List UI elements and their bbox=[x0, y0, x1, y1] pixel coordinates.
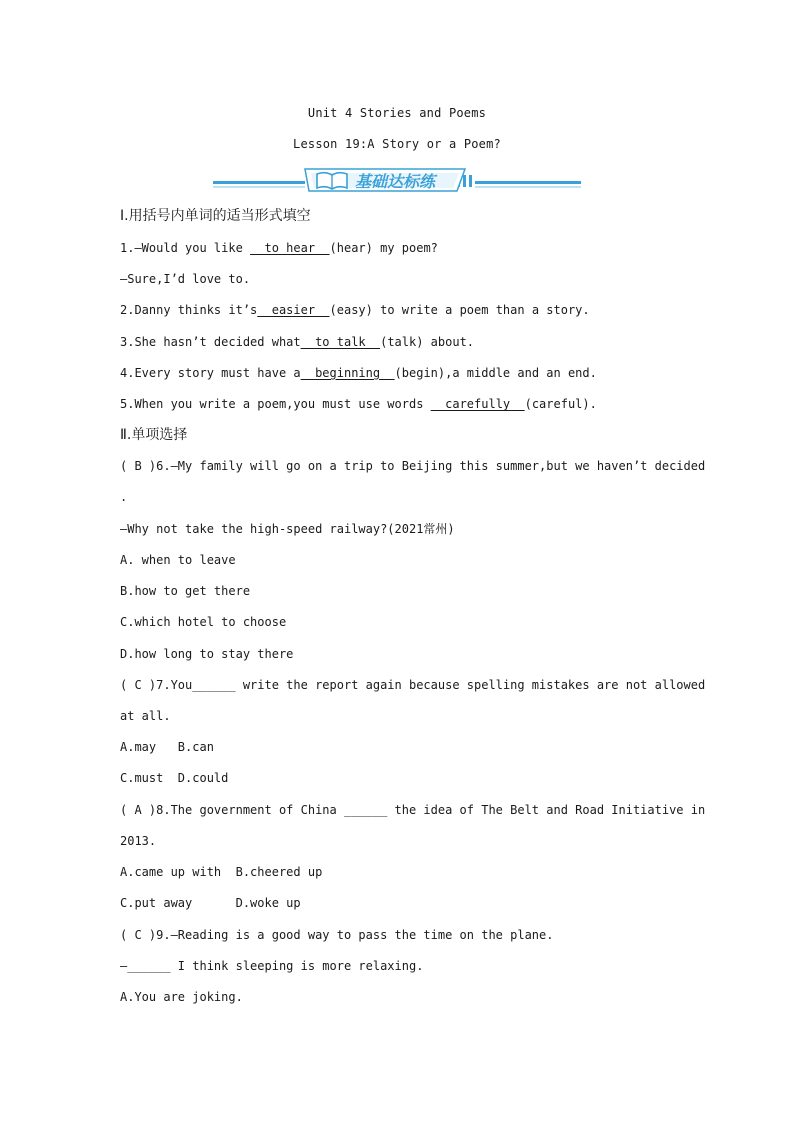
banner-left-stripes bbox=[213, 181, 305, 188]
choice-line: A.came up with B.cheered up bbox=[120, 865, 323, 879]
choice-line: ( C )9.—Reading is a good way to pass the time on the plane. bbox=[120, 928, 554, 942]
choice-line: ( A )8.The government of China ______ the idea of The Belt and Road Initiative in bbox=[120, 803, 706, 817]
answer-blank: to hear bbox=[250, 241, 330, 255]
choice-line: A.You are joking. bbox=[120, 990, 243, 1004]
choice-line: A. when to leave bbox=[120, 553, 236, 567]
section1-title: Ⅰ.用括号内单词的适当形式填空 bbox=[120, 208, 311, 224]
fill-item-4: 4.Every story must have a beginning (begin),a middle and an end. bbox=[120, 366, 597, 380]
choice-line: —______ I think sleeping is more relaxing. bbox=[120, 959, 424, 973]
banner-label: 基础达标练 bbox=[355, 172, 436, 191]
fill-item-5: 5.When you write a poem,you must use words carefully (careful). bbox=[120, 397, 597, 411]
choice-line: A.may B.can bbox=[120, 740, 214, 754]
choice-line: at all. bbox=[120, 709, 171, 723]
answer-blank: beginning bbox=[300, 366, 395, 380]
fill-item-1-reply: —Sure,I’d love to. bbox=[120, 272, 251, 286]
unit-title: Unit 4 Stories and Poems bbox=[307, 106, 487, 120]
answer-blank: carefully bbox=[430, 397, 525, 411]
choice-line: C.put away D.woke up bbox=[120, 896, 301, 910]
book-icon bbox=[317, 173, 347, 189]
answer-blank: easier bbox=[257, 303, 330, 317]
choice-line: —Why not take the high-speed railway?(2021常州) bbox=[120, 522, 455, 536]
answer-blank: to talk bbox=[300, 335, 381, 349]
choice-line: B.how to get there bbox=[120, 584, 251, 598]
choice-line: ( B )6.—My family will go on a trip to Beijing this summer,but we haven’t decided bbox=[120, 459, 706, 473]
fill-item-3: 3.She hasn’t decided what to talk (talk) about. bbox=[120, 335, 475, 349]
section-banner bbox=[213, 163, 581, 195]
choice-line: 2013. bbox=[120, 834, 157, 848]
section2-title: Ⅱ.单项选择 bbox=[120, 427, 188, 443]
choice-line: C.which hotel to choose bbox=[120, 615, 287, 629]
banner-right-stripes bbox=[457, 175, 581, 188]
choice-line: . bbox=[120, 490, 128, 504]
fill-item-2: 2.Danny thinks it’s easier (easy) to write a poem than a story. bbox=[120, 303, 590, 317]
choice-line: D.how long to stay there bbox=[120, 647, 294, 661]
choice-line: C.must D.could bbox=[120, 771, 229, 785]
choice-line: ( C )7.You______ write the report again because spelling mistakes are not allowed bbox=[120, 678, 706, 692]
lesson-title: Lesson 19:A Story or a Poem? bbox=[293, 137, 501, 151]
fill-item-1: 1.—Would you like to hear (hear) my poem? bbox=[120, 241, 438, 255]
